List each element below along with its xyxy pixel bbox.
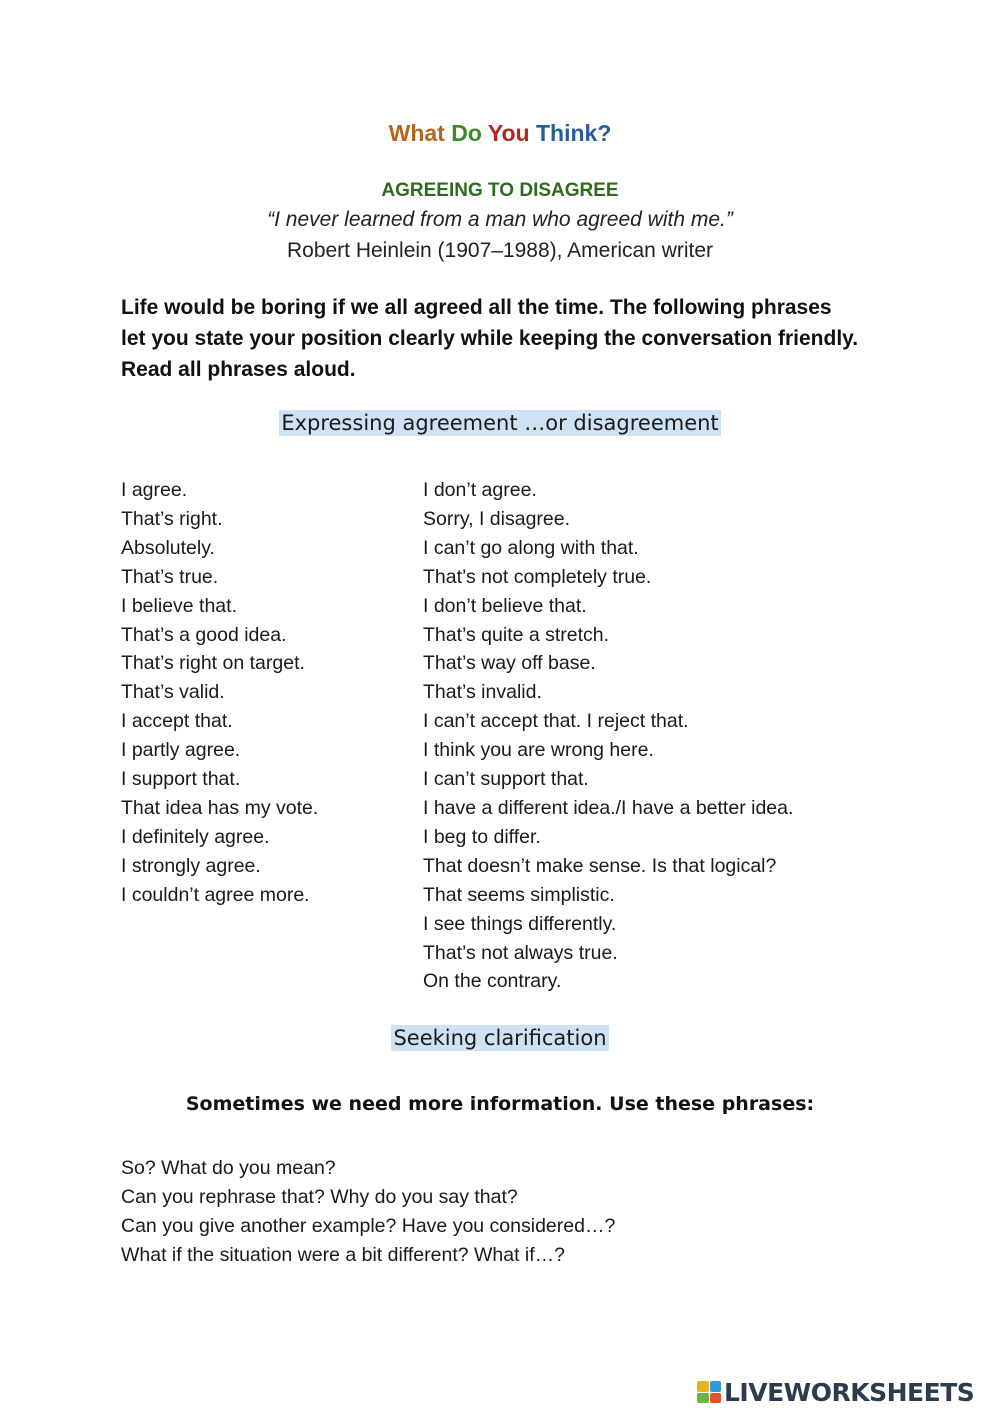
- agree-phrase: I definitely agree.: [121, 825, 270, 848]
- disagree-phrase: I think you are wrong here.: [423, 739, 654, 762]
- agree-phrase: That’s true.: [121, 565, 219, 588]
- title-word-2: Do: [451, 120, 482, 146]
- section-heading-clarification: [0, 1026, 1000, 1050]
- worksheet-title: [0, 120, 1000, 147]
- disagree-phrase: I beg to differ.: [423, 825, 541, 848]
- disagree-phrase: I have a different idea./I have a better idea.: [423, 796, 794, 819]
- disagree-phrase: I see things differently.: [423, 912, 617, 935]
- disagree-phrase: I can’t accept that. I reject that.: [423, 710, 689, 733]
- clarification-phrase: So? What do you mean?: [121, 1157, 336, 1179]
- agree-phrase-list: [121, 476, 411, 910]
- disagree-phrase-list: [423, 476, 893, 996]
- agree-phrase: Absolutely.: [121, 536, 215, 559]
- disagree-phrase: Sorry, I disagree.: [423, 507, 571, 530]
- clarification-phrase: Can you rephrase that? Why do you say that?: [121, 1186, 518, 1208]
- agree-phrase: That’s a good idea.: [121, 623, 287, 646]
- agree-phrase: That’s valid.: [121, 681, 225, 704]
- disagree-phrase: That seems simplistic.: [423, 883, 615, 906]
- agree-phrase: I agree.: [121, 479, 188, 501]
- disagree-phrase: That’s invalid.: [423, 681, 542, 704]
- agree-phrase: That idea has my vote.: [121, 796, 319, 819]
- liveworksheets-brand-text: LIVEWORKSHEETS: [724, 1377, 975, 1407]
- disagree-phrase: That’s not always true.: [423, 941, 618, 964]
- agree-phrase: That’s right on target.: [121, 652, 305, 675]
- section-heading-agreement-text: Expressing agreement …or disagreement: [281, 411, 719, 435]
- disagree-phrase: I can’t support that.: [423, 768, 589, 791]
- agree-phrase: I strongly agree.: [121, 854, 261, 877]
- clarification-instruction: Sometimes we need more information. Use these phrases:: [185, 1093, 815, 1115]
- agree-phrase: I support that.: [121, 768, 241, 791]
- logo-tile: [697, 1381, 709, 1392]
- disagree-phrase: I can’t go along with that.: [423, 536, 639, 559]
- disagree-phrase: That’s way off base.: [423, 652, 596, 675]
- quote-attribution: Robert Heinlein (1907–1988), American writer: [286, 239, 714, 262]
- clarification-phrase: Can you give another example? Have you considered…?: [121, 1215, 616, 1237]
- agree-phrase: I accept that.: [121, 710, 233, 733]
- title-word-1: What: [388, 120, 445, 146]
- quote-text: “I never learned from a man who agreed with me.”: [267, 208, 733, 231]
- agree-phrase: That’s right.: [121, 507, 223, 530]
- section-heading-clarification-text: Seeking clarification: [393, 1026, 607, 1050]
- disagree-phrase: I don’t agree.: [423, 479, 537, 501]
- section-heading-agreement: [0, 411, 1000, 435]
- intro-paragraph: Life would be boring if we all agreed all the time. The following phrases let you state your position clearly while keeping the conversation friendly. Read all phrases aloud.: [121, 296, 859, 381]
- liveworksheets-brand[interactable]: [697, 1372, 974, 1412]
- agree-phrase: I couldn’t agree more.: [121, 883, 310, 906]
- logo-tile: [710, 1393, 722, 1404]
- logo-tile: [710, 1381, 722, 1392]
- title-word-4: Think?: [536, 120, 612, 146]
- agree-phrase: I believe that.: [121, 594, 237, 617]
- logo-tile: [697, 1393, 709, 1404]
- disagree-phrase: I don’t believe that.: [423, 594, 587, 617]
- agree-phrase: I partly agree.: [121, 739, 241, 762]
- disagree-phrase: That’s quite a stretch.: [423, 623, 610, 646]
- worksheet-subtitle: AGREEING TO DISAGREE: [381, 180, 619, 201]
- clarification-phrase-list: [121, 1154, 881, 1270]
- disagree-phrase: That’s not completely true.: [423, 565, 652, 588]
- disagree-phrase: That doesn’t make sense. Is that logical?: [423, 854, 777, 877]
- title-word-3: You: [487, 120, 530, 146]
- clarification-phrase: What if the situation were a bit different? What if…?: [121, 1244, 566, 1266]
- disagree-phrase: On the contrary.: [423, 970, 562, 993]
- liveworksheets-logo-icon: [697, 1381, 721, 1403]
